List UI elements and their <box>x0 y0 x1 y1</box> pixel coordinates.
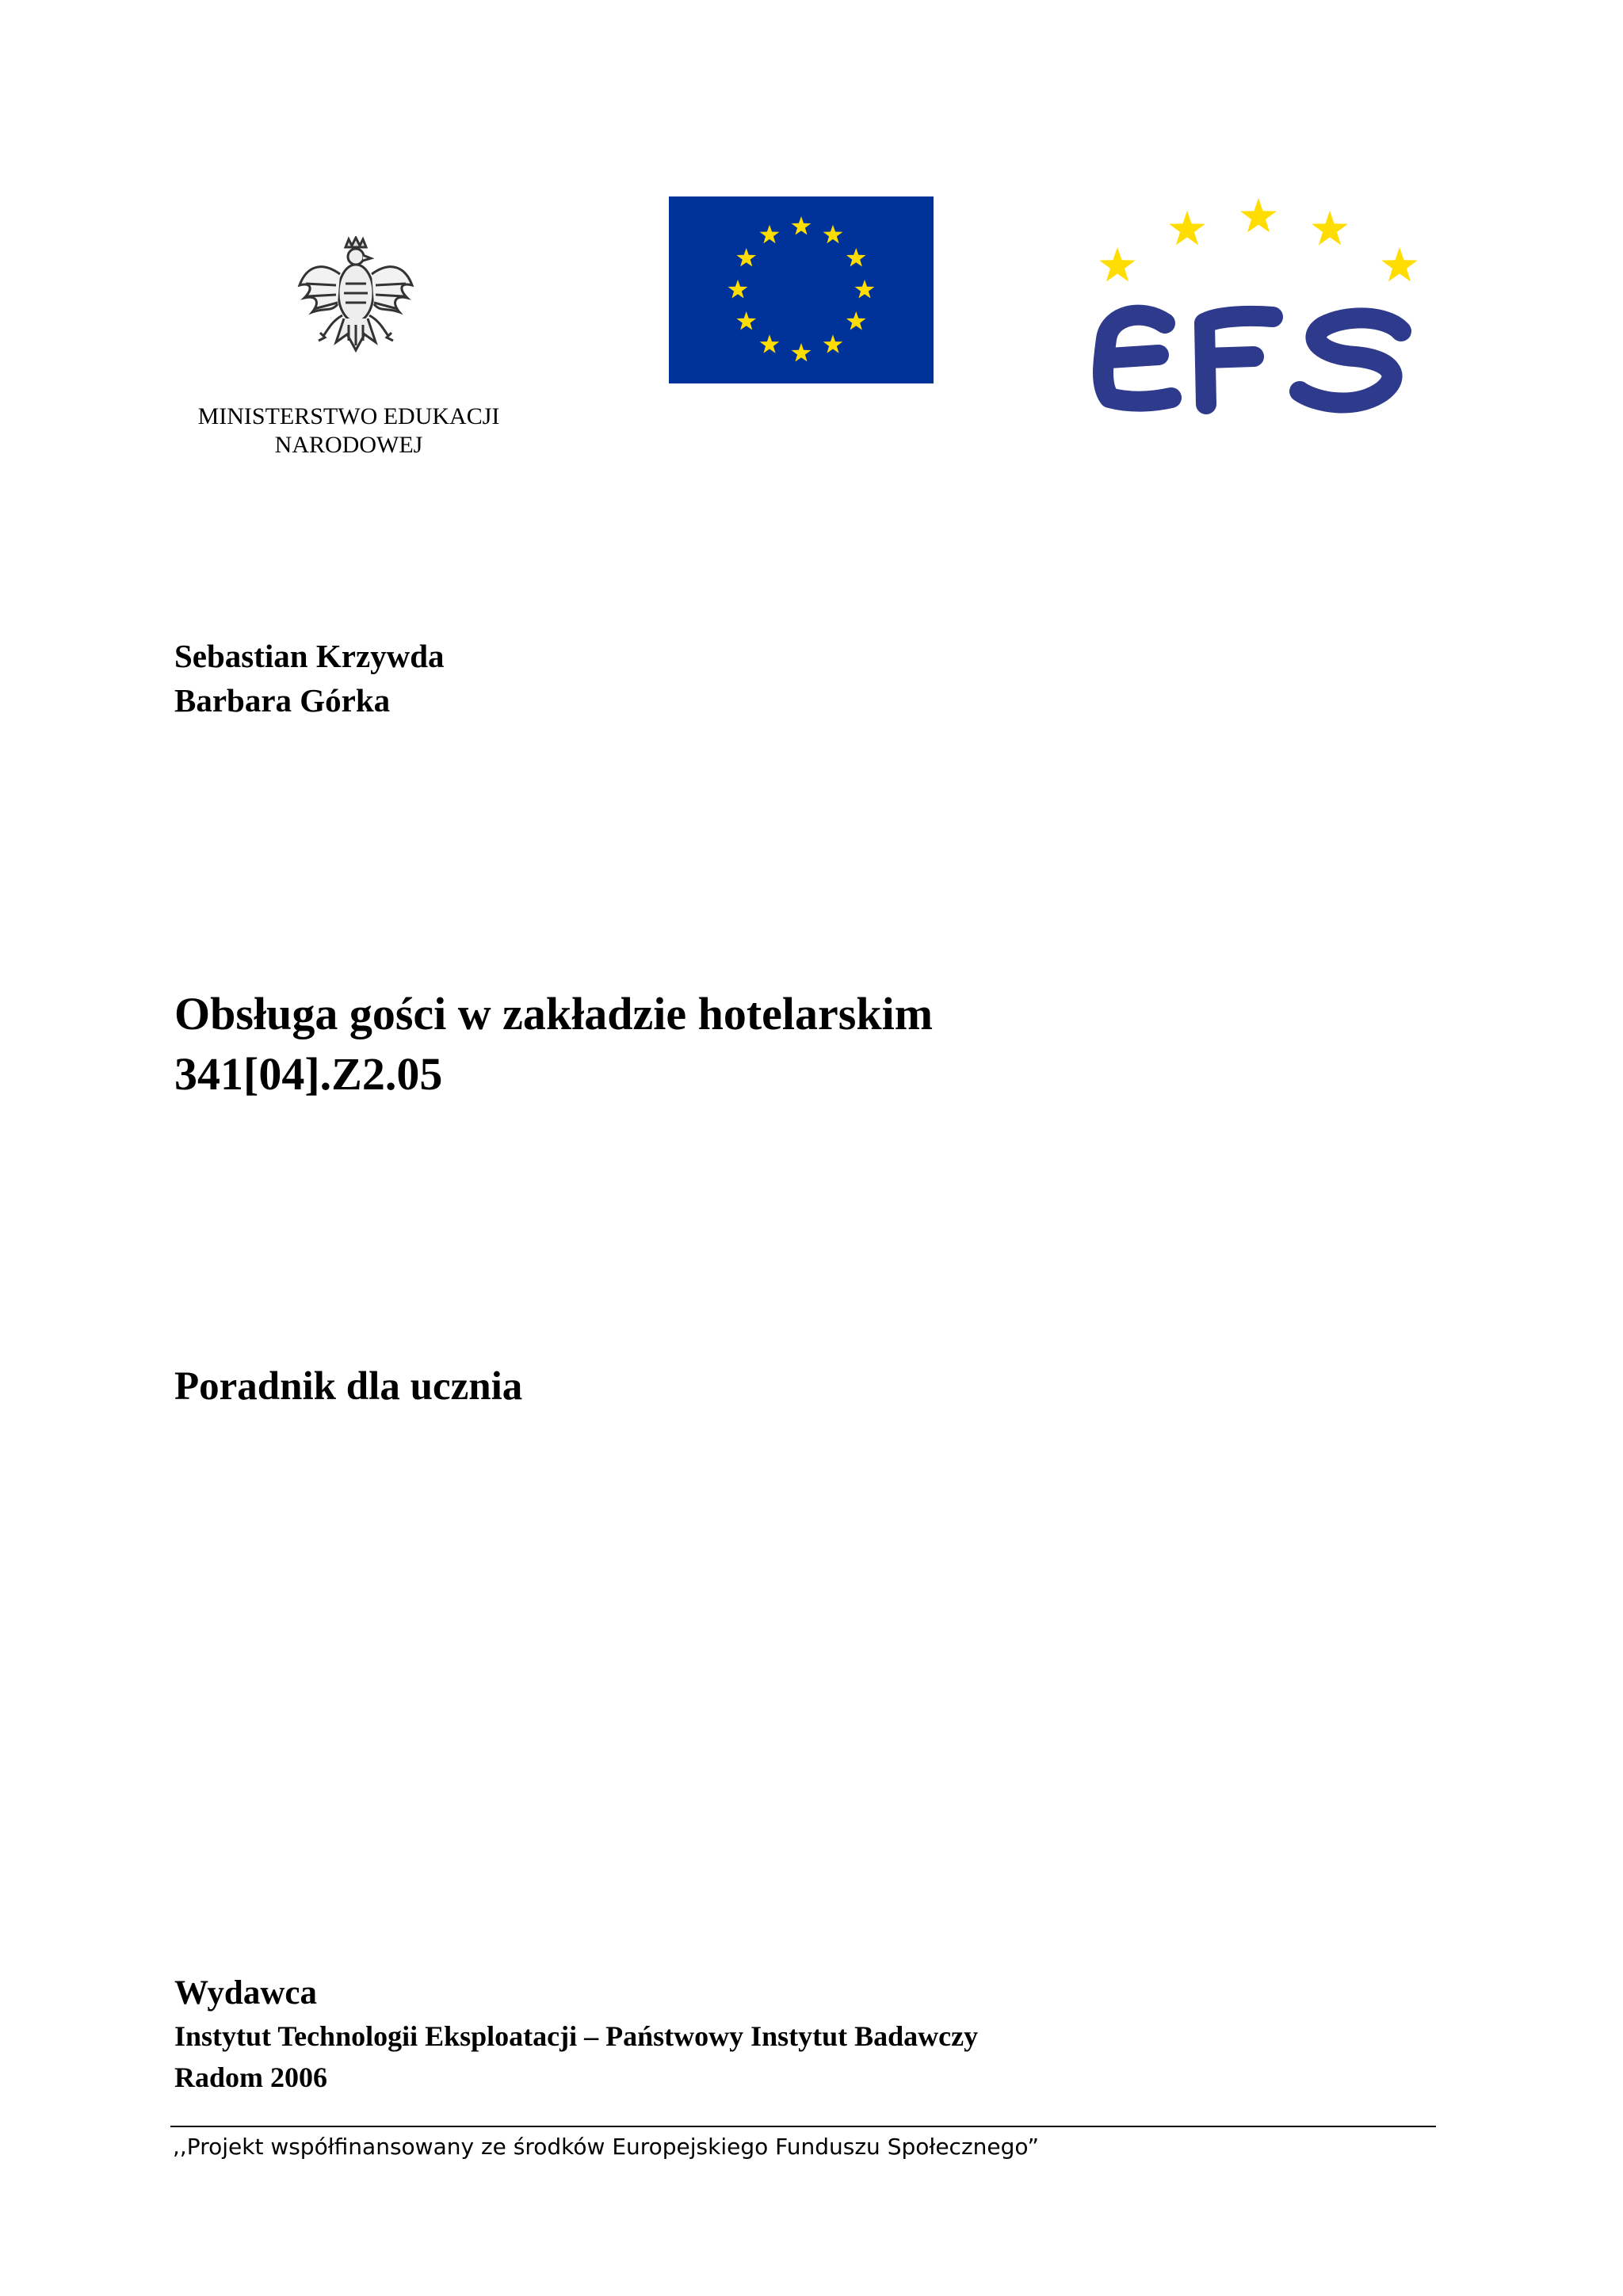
ministry-name <box>158 402 539 460</box>
ministry-name-line2: NARODOWEJ <box>274 432 423 458</box>
ministry-name-line1: MINISTERSTWO EDUKACJI <box>197 403 500 429</box>
efs-logo-icon <box>1086 189 1431 426</box>
eu-flag-icon <box>669 196 934 383</box>
author-name: Barbara Górka <box>174 682 391 719</box>
efs-star-icon <box>1169 211 1205 245</box>
publisher-name: Instytut Technologii Eksploatacji – Państwowy Instytut Badawczy <box>174 2020 979 2052</box>
polish-eagle-emblem-icon <box>296 236 415 364</box>
document-title <box>174 984 933 1104</box>
footer-note: ,,Projekt współfinansowany ze środków Europejskiego Funduszu Społecznego” <box>173 2134 1040 2160</box>
efs-star-icon <box>1099 247 1136 281</box>
publisher-place-year: Radom 2006 <box>174 2061 328 2093</box>
module-code: 341[04].Z2.05 <box>174 1048 443 1100</box>
efs-star-icon <box>1312 211 1348 245</box>
efs-star-icon <box>1240 198 1277 232</box>
publisher-block <box>174 1971 978 2098</box>
author-name: Sebastian Krzywda <box>174 638 445 674</box>
footer-divider <box>170 2126 1436 2127</box>
authors <box>174 634 445 723</box>
publisher-heading: Wydawca <box>174 1974 317 2012</box>
document-subtitle: Poradnik dla ucznia <box>174 1364 523 1409</box>
document-title-line1: Obsługa gości w zakładzie hotelarskim <box>174 988 934 1039</box>
efs-star-icon <box>1381 247 1418 281</box>
